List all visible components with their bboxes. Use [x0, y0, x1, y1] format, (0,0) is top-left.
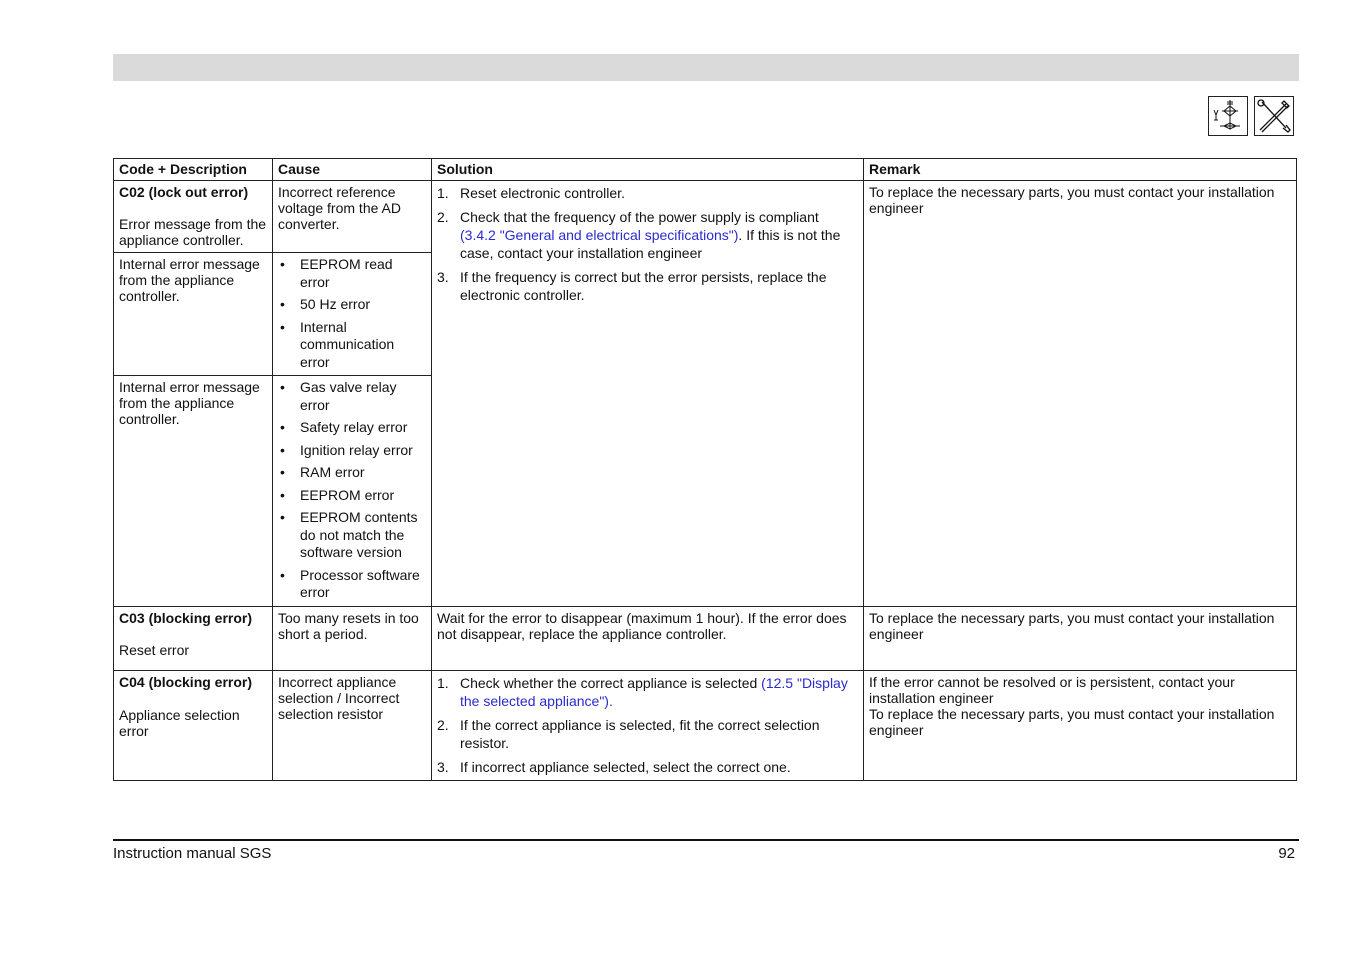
cause-list: [278, 379, 426, 602]
solution-step: 3. If the frequency is correct but the error persists, replace the electronic controller.: [437, 269, 827, 303]
list-item: • EEPROM read error: [280, 256, 393, 290]
list-item: • Safety relay error: [280, 419, 408, 435]
column-header-code: Code + Description: [114, 159, 273, 181]
cause-cell: [273, 376, 432, 607]
tools-icon: [1254, 96, 1294, 136]
solution-cell: [432, 670, 864, 780]
cause-cell: Too many resets in too short a period.: [273, 606, 432, 670]
remark-text: To replace the necessary parts, you must contact your installation engineer: [869, 705, 1275, 738]
code-cell: Internal error message from the appliance controller.: [114, 253, 273, 376]
table-header-row: [114, 159, 1297, 181]
page-number: 92: [1278, 845, 1295, 862]
list-item: • Internal communication error: [280, 318, 395, 370]
error-code: C02 (lock out error): [119, 184, 249, 200]
error-description: Reset error: [119, 641, 190, 658]
error-code-table: [113, 158, 1297, 781]
remark-cell: [864, 670, 1297, 780]
remark-cell: To replace the necessary parts, you must contact your installation engineer: [864, 181, 1297, 607]
error-description: Error message from the appliance controller.: [119, 216, 267, 248]
code-cell: [114, 606, 273, 670]
cause-list: [278, 256, 426, 371]
list-item: • Processor software error: [280, 566, 420, 600]
cause-cell: [273, 253, 432, 376]
error-code: C04 (blocking error): [119, 673, 253, 690]
column-header-cause: Cause: [273, 159, 432, 181]
error-code: C03 (blocking error): [119, 609, 253, 626]
error-description: Appliance selection error: [119, 706, 240, 739]
cause-cell: Incorrect reference voltage from the AD converter.: [273, 181, 432, 253]
remark-text: If the error cannot be resolved or is persistent, contact your installation engineer: [869, 673, 1235, 706]
valve-schematic-icon: [1208, 96, 1248, 136]
header-bar: [113, 54, 1299, 81]
solution-steps: [437, 184, 858, 304]
table-row: [114, 606, 1297, 670]
code-cell: Internal error message from the appliance controller.: [114, 376, 273, 607]
code-cell: [114, 181, 273, 253]
table-row: [114, 181, 1297, 253]
solution-step: 1. Check whether the correct appliance is selected (12.5 "Display the selected appliance").: [437, 674, 848, 709]
table-row: [114, 670, 1297, 780]
list-item: • Gas valve relay error: [280, 379, 397, 413]
list-item: • Ignition relay error: [280, 441, 413, 458]
column-header-remark: Remark: [864, 159, 1297, 181]
list-item: • RAM error: [280, 464, 365, 480]
footer-divider: [113, 839, 1299, 841]
column-header-solution: Solution: [432, 159, 864, 181]
solution-step: 2. If the correct appliance is selected, fit the correct selection resistor.: [437, 716, 820, 751]
spec-reference-link[interactable]: (3.4.2 "General and electrical specifications"): [460, 227, 739, 243]
solution-step: 2. Check that the frequency of the power supply is compliant (3.4.2 "General and electrical specifications"). If this is not the case, contact your installation engineer: [437, 209, 841, 261]
solution-step: 1. Reset electronic controller.: [437, 185, 625, 201]
solution-cell: [432, 181, 864, 607]
cause-cell: Incorrect appliance selection / Incorrect selection resistor: [273, 670, 432, 780]
list-item: • EEPROM error: [280, 486, 395, 503]
solution-steps: [437, 674, 858, 776]
header-icons: [1208, 96, 1294, 136]
footer-title: Instruction manual SGS: [113, 845, 272, 862]
display-appliance-link[interactable]: (12.5 "Display the selected appliance").: [460, 674, 848, 709]
list-item: • EEPROM contents do not match the software version: [280, 509, 418, 560]
code-cell: [114, 670, 273, 780]
remark-cell: To replace the necessary parts, you must contact your installation engineer: [864, 606, 1297, 670]
solution-step: 3. If incorrect appliance selected, select the correct one.: [437, 758, 791, 775]
solution-cell: Wait for the error to disappear (maximum 1 hour). If the error does not disappear, replace the appliance controller.: [432, 606, 864, 670]
list-item: • 50 Hz error: [280, 296, 371, 312]
